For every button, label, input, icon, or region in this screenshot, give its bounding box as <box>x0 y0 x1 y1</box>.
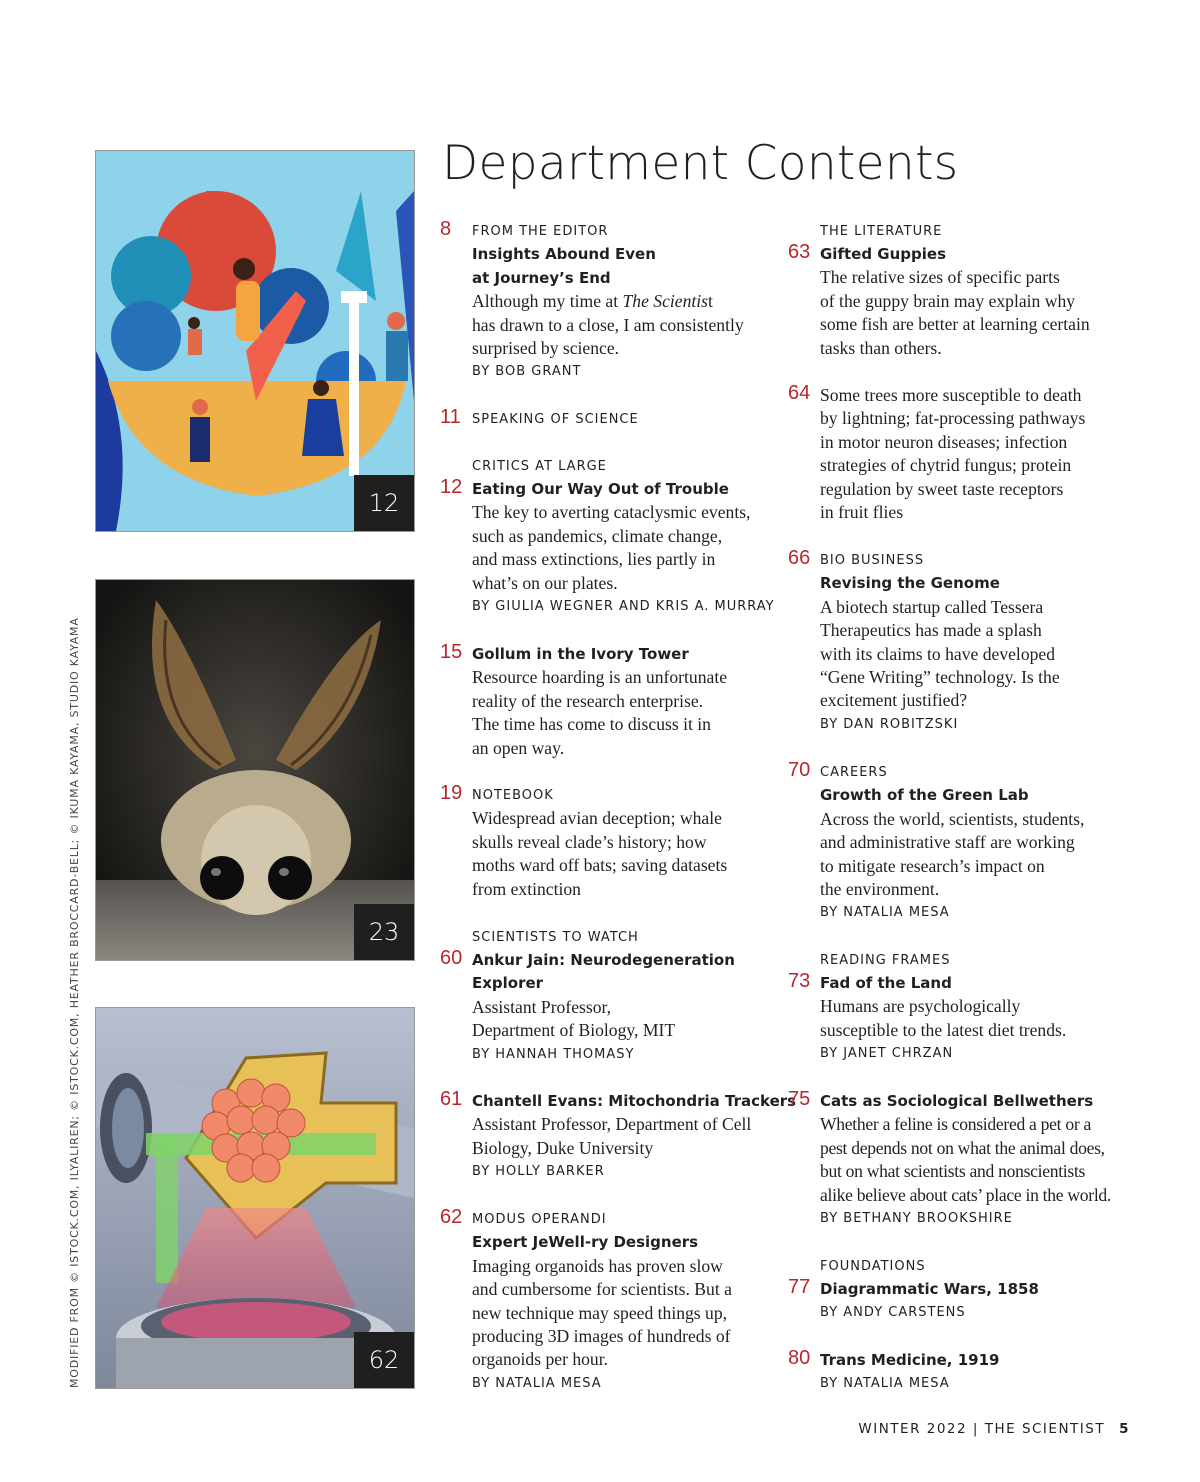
headline[interactable]: Explorer <box>472 974 544 993</box>
moth-icon <box>96 580 414 960</box>
section-label: BIO BUSINESS <box>820 553 925 568</box>
headline[interactable]: at Journey’s End <box>472 268 611 287</box>
section-label[interactable]: SPEAKING OF SCIENCE <box>472 412 639 427</box>
description: strategies of chytrid fungus; protein <box>820 455 1072 476</box>
section-label: FOUNDATIONS <box>820 1258 926 1274</box>
description: Resource hoarding is an unfortunate <box>472 667 728 688</box>
page-number: 12 <box>440 476 463 498</box>
description: skulls reveal clade’s history; how <box>472 831 707 852</box>
headline[interactable]: Fad of the Land <box>820 974 952 993</box>
headline[interactable]: Chantell Evans: Mitochondria Trackers <box>472 1092 797 1110</box>
description: producing 3D images of hundreds of <box>472 1326 731 1347</box>
description: Biology, Duke University <box>472 1137 654 1158</box>
description: and administrative staff are working <box>820 832 1075 853</box>
section-label: SCIENTISTS TO WATCH <box>472 929 639 945</box>
description: organoids per hour. <box>472 1349 609 1370</box>
description: and mass extinctions, lies partly in <box>472 549 716 570</box>
page-badge: 62 <box>354 1332 414 1388</box>
section-label: THE LITERATURE <box>820 223 943 239</box>
description: Therapeutics has made a splash <box>820 620 1042 641</box>
page-number: 60 <box>440 947 463 969</box>
headline[interactable]: Ankur Jain: Neurodegeneration <box>472 951 735 970</box>
page-number: 80 <box>788 1347 811 1369</box>
page-number: 15 <box>440 641 463 663</box>
page-title: Department Contents <box>442 136 959 191</box>
description: The key to averting cataclysmic events, <box>472 502 751 523</box>
description: “Gene Writing” technology. Is the <box>820 667 1060 688</box>
section-label: MODUS OPERANDI <box>472 1212 607 1227</box>
description: Assistant Professor, Department of Cell <box>472 1114 752 1135</box>
page-number: 77 <box>788 1276 811 1298</box>
description: in motor neuron diseases; infection <box>820 431 1068 452</box>
page-number: 63 <box>788 241 811 263</box>
description: alike believe about cats’ place in the world. <box>820 1184 1112 1205</box>
page-number: 64 <box>788 382 811 404</box>
description: and cumbersome for scientists. But a <box>472 1279 732 1300</box>
headline[interactable]: Gollum in the Ivory Tower <box>472 645 689 663</box>
description: Imaging organoids has proven slow <box>472 1255 723 1276</box>
page-number: 61 <box>440 1088 463 1110</box>
headline[interactable]: Diagrammatic Wars, 1858 <box>820 1280 1039 1299</box>
footer-page-number: 5 <box>1119 1421 1130 1437</box>
headline[interactable]: Insights Abound Even <box>472 245 656 264</box>
byline: BY JANET CHRZAN <box>820 1046 954 1062</box>
description: such as pandemics, climate change, <box>472 525 723 546</box>
page-number: 70 <box>788 759 811 781</box>
description: in fruit flies <box>820 502 904 523</box>
description: Although my time at The Scientist <box>472 291 713 312</box>
section-label[interactable]: NOTEBOOK <box>472 788 554 803</box>
section-label: CRITICS AT LARGE <box>472 458 607 474</box>
headline[interactable]: Cats as Sociological Bellwethers <box>820 1092 1094 1110</box>
description: from extinction <box>472 878 581 899</box>
headline[interactable]: Revising the Genome <box>820 574 1000 593</box>
moth-photo <box>95 579 415 961</box>
description: The time has come to discuss it in <box>472 714 711 735</box>
section-label: READING FRAMES <box>820 952 951 968</box>
description: Assistant Professor, <box>472 996 612 1017</box>
description: moths ward off bats; saving datasets <box>472 855 728 876</box>
byline: BY DAN ROBITZSKI <box>820 716 959 732</box>
description: to mitigate research’s impact on <box>820 855 1045 876</box>
section-label: CAREERS <box>820 765 888 780</box>
food-bowl-icon <box>96 151 414 531</box>
headline[interactable]: Gifted Guppies <box>820 245 946 264</box>
organoid-microscope-illustration <box>95 1007 415 1389</box>
description: what’s on our plates. <box>472 572 618 593</box>
headline[interactable]: Expert JeWell-ry Designers <box>472 1233 699 1252</box>
description: some fish are better at learning certain <box>820 314 1090 335</box>
description: pest depends not on what the animal does, <box>820 1137 1105 1158</box>
headline[interactable]: Eating Our Way Out of Trouble <box>472 480 729 499</box>
page-badge: 23 <box>354 904 414 960</box>
description: Department of Biology, MIT <box>472 1020 676 1041</box>
byline: BY ANDY CARSTENS <box>820 1305 966 1321</box>
photo-credit: MODIFIED FROM © ISTOCK.COM, ILYALIREN; © ISTOCK.COM, HEATHER BROCCARD-BELL; © IKUMA KAYAMA, STUDIO KAYAMA <box>68 617 81 1388</box>
description: has drawn to a close, I am consistently <box>472 314 744 335</box>
description: excitement justified? <box>820 690 968 711</box>
description: of the guppy brain may explain why <box>820 290 1076 311</box>
page-number: 66 <box>788 547 811 569</box>
description: but on what scientists and nonscientists <box>820 1161 1086 1182</box>
description: Some trees more susceptible to death <box>820 385 1082 405</box>
description: Whether a feline is considered a pet or a <box>820 1114 1092 1135</box>
byline: BY HANNAH THOMASY <box>472 1046 635 1062</box>
description: susceptible to the latest diet trends. <box>820 1019 1067 1040</box>
description: with its claims to have developed <box>820 643 1056 664</box>
byline: BY HOLLY BARKER <box>472 1164 605 1180</box>
description: The relative sizes of specific parts <box>820 267 1060 288</box>
page-number: 8 <box>440 218 452 240</box>
description: by lightning; fat-processing pathways <box>820 408 1086 429</box>
description: reality of the research enterprise. <box>472 690 704 711</box>
description: tasks than others. <box>820 337 942 358</box>
description: surprised by science. <box>472 338 620 359</box>
issue-label: WINTER 2022 | THE SCIENTIST <box>858 1421 1106 1437</box>
byline: BY GIULIA WEGNER AND KRIS A. MURRAY <box>472 599 775 615</box>
page-number: 73 <box>788 970 811 992</box>
page-number: 75 <box>788 1088 811 1110</box>
headline[interactable]: Growth of the Green Lab <box>820 786 1029 805</box>
byline: BY NATALIA MESA <box>820 905 950 921</box>
page-number: 11 <box>440 406 461 428</box>
description: Widespread avian deception; whale <box>472 808 722 829</box>
byline: BY BOB GRANT <box>472 364 582 380</box>
description: the environment. <box>820 879 940 900</box>
description: A biotech startup called Tessera <box>820 596 1044 617</box>
description: regulation by sweet taste receptors <box>820 478 1064 499</box>
food-bowl-illustration <box>95 150 415 532</box>
byline: BY NATALIA MESA <box>820 1376 950 1392</box>
description: new technique may speed things up, <box>472 1302 728 1323</box>
page-number: 19 <box>440 782 463 804</box>
description: Humans are psychologically <box>820 996 1021 1017</box>
byline: BY BETHANY BROOKSHIRE <box>820 1211 1013 1227</box>
description: an open way. <box>472 737 565 758</box>
page-footer <box>858 1421 1130 1437</box>
byline: BY NATALIA MESA <box>472 1375 602 1391</box>
headline[interactable]: Trans Medicine, 1919 <box>820 1351 1000 1369</box>
page-number: 62 <box>440 1206 463 1228</box>
organoid-icon <box>96 1008 414 1388</box>
section-label: FROM THE EDITOR <box>472 224 609 239</box>
description: Across the world, scientists, students, <box>820 808 1085 829</box>
page-badge: 12 <box>354 475 414 531</box>
